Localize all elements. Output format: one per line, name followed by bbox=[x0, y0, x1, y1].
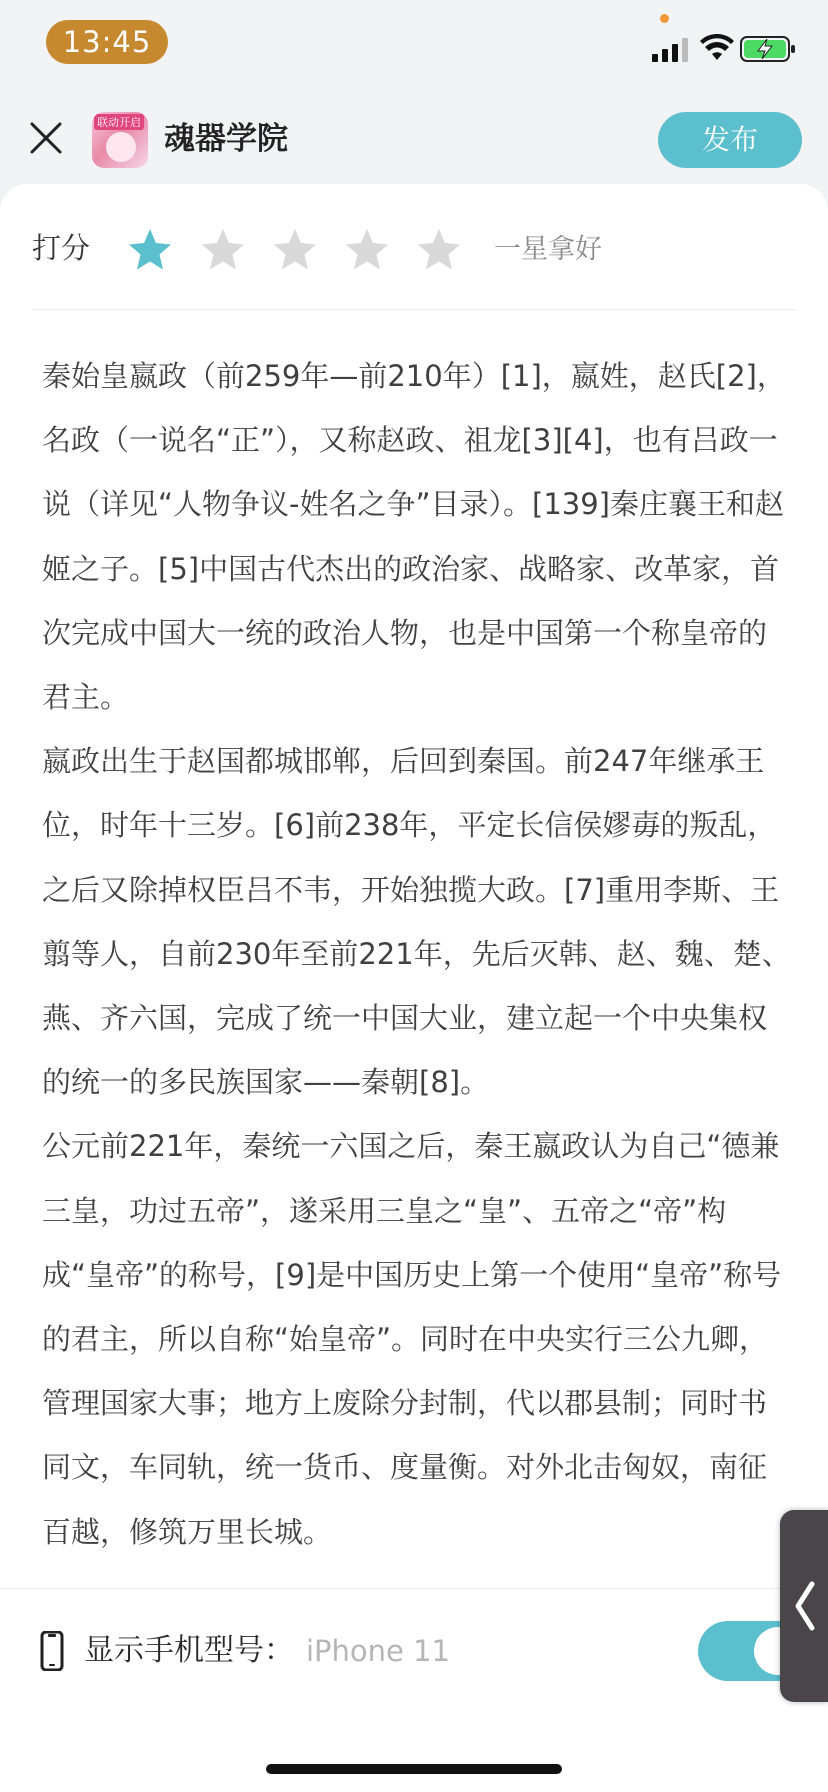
app-icon bbox=[92, 112, 148, 168]
home-indicator[interactable] bbox=[266, 1764, 562, 1774]
privacy-indicator-dot bbox=[660, 14, 669, 23]
publish-button[interactable]: 发布 bbox=[658, 112, 802, 168]
close-icon[interactable] bbox=[26, 118, 66, 158]
status-bar bbox=[0, 0, 828, 90]
star-icon-4[interactable] bbox=[343, 226, 391, 274]
device-model-bar bbox=[0, 1588, 828, 1705]
star-icon-1[interactable] bbox=[126, 226, 174, 274]
signal-icon bbox=[652, 38, 690, 62]
phone-icon bbox=[40, 1631, 64, 1671]
star-icon-3[interactable] bbox=[271, 226, 319, 274]
rating-row bbox=[0, 184, 828, 310]
device-model-value: iPhone 11 bbox=[306, 1634, 451, 1668]
review-paragraph-1: 秦始皇嬴政（前259年—前210年）[1]，嬴姓，赵氏[2]，名政（一说名“正”），又称赵政、祖龙[3][4]，也有吕政一说（详见“人物争议-姓名之争”目录）。[139]秦庄襄王和赵姬之子。[5]中国古代杰出的政治家、战略家、改革家，首次完成中国大一统的政治人物，也是中国第一个称皇帝的君主。 bbox=[42, 359, 786, 715]
star-icon-5[interactable] bbox=[415, 226, 463, 274]
status-time: 13:45 bbox=[46, 20, 168, 64]
header bbox=[0, 90, 828, 186]
divider bbox=[32, 309, 796, 310]
review-paragraph-3: 公元前221年，秦统一六国之后，秦王嬴政认为自己“德兼三皇，功过五帝”，遂采用三皇之“皇”、五帝之“帝”构成“皇帝”的称号，[9]是中国历史上第一个使用“皇帝”称号的君主，所以自称“始皇帝”。同时在中央实行三公九卿，管理国家大事；地方上废除分封制，代以郡县制；同时书同文，车同轨，统一货币、度量衡。对外北击匈奴，南征百越，修筑万里长城。 bbox=[42, 1129, 782, 1549]
review-paragraph-2: 嬴政出生于赵国都城邯郸，后回到秦国。前247年继承王位，时年十三岁。[6]前238年，平定长信侯嫪毐的叛乱，之后又除掉权臣吕不韦，开始独揽大政。[7]重用李斯、王翦等人，自前230年至前221年，先后灭韩、赵、魏、楚、燕、齐六国，完成了统一中国大业，建立起一个中央集权的统一的多民族国家——秦朝[8]。 bbox=[42, 744, 791, 1100]
device-model-label: 显示手机型号： bbox=[84, 1633, 294, 1668]
star-icon-2[interactable] bbox=[199, 226, 247, 274]
chevron-left-icon bbox=[792, 1580, 816, 1632]
battery-charging-icon bbox=[740, 36, 796, 62]
rating-label: 打分 bbox=[32, 231, 91, 265]
review-text-area[interactable] bbox=[42, 344, 794, 1574]
side-panel-handle[interactable] bbox=[780, 1510, 828, 1702]
app-icon-tag: 联动开启 bbox=[94, 114, 144, 130]
app-title: 魂器学院 bbox=[164, 121, 288, 157]
rating-text: 一星拿好 bbox=[494, 234, 602, 265]
wifi-icon bbox=[700, 34, 734, 62]
review-card bbox=[0, 184, 828, 1792]
